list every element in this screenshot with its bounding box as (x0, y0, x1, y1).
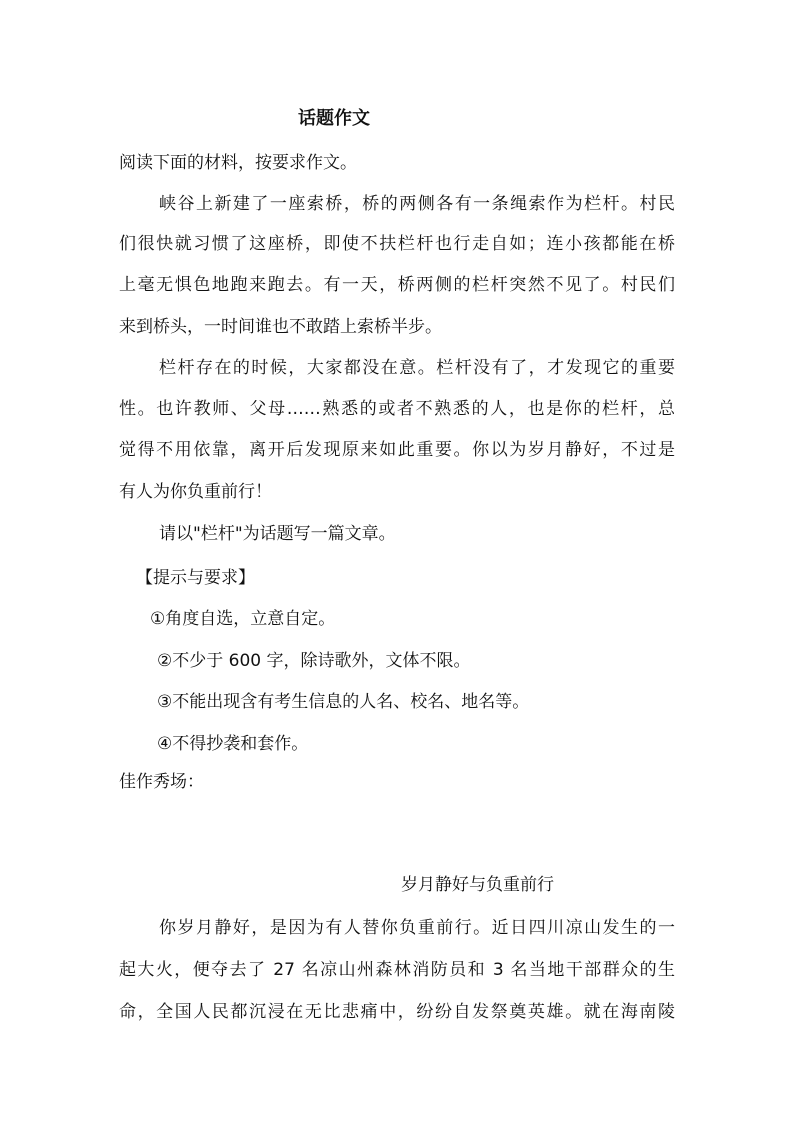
essay-line-1: 你岁月静好，是因为有人替你负重前行。近日四川凉山发生的一 (159, 918, 675, 938)
instruction-line: 阅读下面的材料，按要求作文。 (119, 153, 357, 173)
tips-heading: 【提示与要求】 (136, 568, 255, 588)
material-line-1: 峡谷上新建了一座索桥，桥的两侧各有一条绳索作为栏杆。村民 (159, 194, 675, 214)
material-line-7: 觉得不用依靠，离开后发现原来如此重要。你以为岁月静好，不过是 (119, 440, 675, 460)
essay-line-3: 命，全国人民都沉浸在无比悲痛中，纷纷自发祭奠英雄。就在海南陵 (119, 1002, 675, 1022)
essay-line-2: 起大火，便夺去了 27 名凉山州森林消防员和 3 名当地干部群众的生 (119, 960, 675, 980)
material-line-5: 栏杆存在的时候，大家都没在意。栏杆没有了，才发现它的重要 (159, 358, 675, 378)
showcase-label: 佳作秀场： (119, 772, 204, 792)
requirement-3: ③不能出现含有考生信息的人名、校名、地名等。 (157, 692, 530, 712)
material-line-8: 有人为你负重前行！ (119, 482, 272, 502)
page-title: 话题作文 (298, 108, 370, 129)
material-line-3: 上毫无惧色地跑来跑去。有一天，桥两侧的栏杆突然不见了。村民们 (119, 275, 675, 295)
material-line-6: 性。也许教师、父母……熟悉的或者不熟悉的人，也是你的栏杆，总 (119, 399, 675, 419)
requirement-2: ②不少于 600 字，除诗歌外，文体不限。 (157, 651, 471, 671)
material-line-2: 们很快就习惯了这座桥，即使不扶栏杆也行走自如；连小孩都能在桥 (119, 234, 675, 254)
requirement-1: ①角度自选，立意自定。 (150, 609, 336, 629)
material-line-4: 来到桥头，一时间谁也不敢踏上索桥半步。 (119, 317, 442, 337)
prompt-line: 请以"栏杆"为话题写一篇文章。 (159, 524, 396, 544)
essay-title: 岁月静好与负重前行 (401, 875, 554, 895)
requirement-4: ④不得抄袭和套作。 (157, 734, 309, 754)
